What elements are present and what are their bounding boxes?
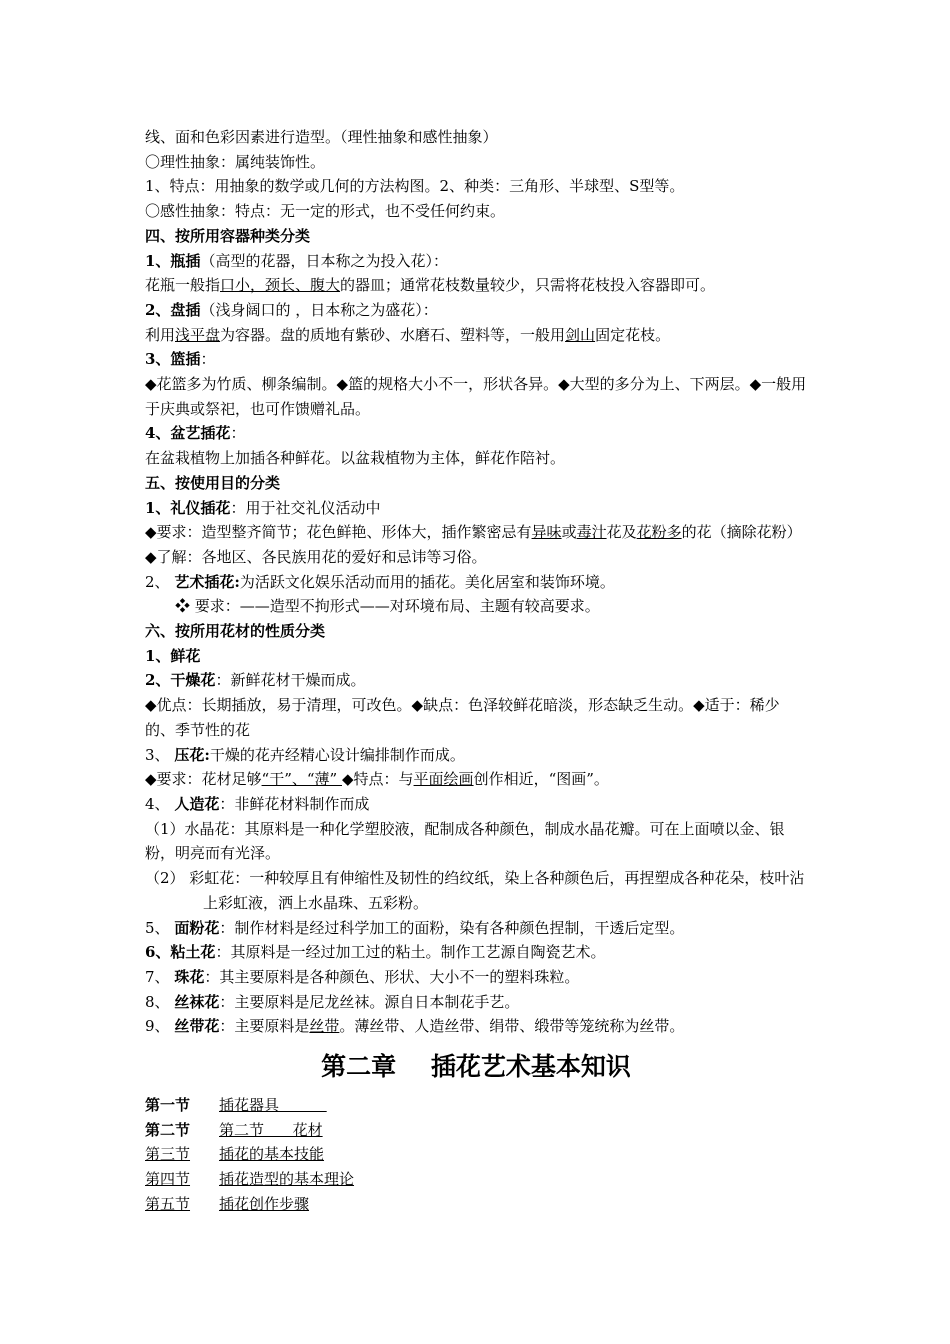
item-number: 7、 (145, 967, 175, 986)
item-number: 2、 (145, 572, 175, 591)
item-title: 6、粘土花 (145, 943, 216, 962)
item-heading (145, 249, 807, 274)
text-line (145, 273, 807, 298)
item-number: 8、 (145, 992, 175, 1011)
item-title: 丝袜花 (174, 992, 220, 1011)
text-line: 在盆栽植物上加插各种鲜花。以盆栽植物为主体，鲜花作陪衬。 (145, 449, 566, 468)
underlined-term: 剑山 (565, 325, 596, 344)
toc-number[interactable]: 第四节 (145, 1170, 191, 1189)
item-heading: 1、鲜花 (145, 646, 201, 665)
text-span: ◆特点：与 (342, 770, 414, 789)
item-title: 艺术插花: (174, 572, 240, 591)
item-heading (145, 421, 807, 446)
item-heading (145, 743, 807, 768)
section-heading: 六、按所用花材的性质分类 (145, 622, 326, 641)
text-line: 〇理性抽象：属纯装饰性。 (145, 152, 326, 171)
text-line (145, 767, 807, 792)
item-heading (145, 496, 807, 521)
item-heading (145, 298, 807, 323)
item-heading (145, 990, 807, 1015)
underlined-term: 口小，颈长、腹大 (220, 276, 341, 295)
paragraph: （2） 彩虹花：一种较厚且有伸缩性及韧性的绉纹纸，染上各种颜色后，再捏塑成各种花朵，枝叶沾上彩虹液，洒上水晶珠、五彩粉。 (145, 869, 805, 912)
section-heading: 四、按所用容器种类分类 (145, 226, 311, 245)
underlined-term: 浅平盘 (175, 325, 221, 344)
item-title: 人造花 (174, 794, 220, 813)
item-number: 3、 (145, 745, 175, 764)
item-note: （浅身阔口的 ，日本称之为盛花）： (200, 300, 438, 319)
text-span: 干燥的花卉经精心设计编排制作而成。 (209, 745, 465, 764)
toc-entry[interactable] (145, 1192, 807, 1217)
underlined-term: 花粉多 (636, 523, 682, 542)
item-title: 压花: (174, 745, 210, 764)
item-title: 丝带花 (174, 1017, 220, 1036)
paragraph: ◆花篮多为竹质、柳条编制。◆篮的规格大小不一，形状各异。◆大型的多分为上、下两层。◆一般用于庆典或祭祀，也可作馈赠礼品。 (145, 375, 807, 418)
text-line (145, 323, 807, 348)
chapter-title: 第二章 插花艺术基本知识 (321, 1052, 631, 1082)
item-title: 2、干燥花 (145, 671, 216, 690)
underlined-term: “干”、“薄” (261, 770, 342, 789)
item-title: 3、篮插 (145, 350, 201, 369)
text-span: ◆要求：花材足够 (145, 770, 262, 789)
underlined-term: 平面绘画 (413, 770, 474, 789)
text-span: 或 (561, 523, 577, 542)
paragraph: （1）水晶花：其原料是一种化学塑胶液，配制成各种颜色，制成水晶花瓣。可在上面喷以金、银粉，明亮而有光泽。 (145, 819, 785, 863)
text-span: ：新鲜花材干燥而成。 (215, 671, 366, 690)
text-span: 固定花枝。 (595, 325, 671, 344)
toc-link[interactable]: 插花器具 (219, 1096, 327, 1115)
paragraph (145, 520, 807, 569)
toc-entry[interactable] (145, 1142, 807, 1167)
text-span: 。薄丝带、人造丝带、绢带、缎带等笼统称为丝带。 (339, 1017, 685, 1036)
text-span: 花及 (606, 523, 637, 542)
toc-number: 第一节 (145, 1096, 191, 1115)
paragraph: ◆优点：长期插放，易于清理，可改色。◆缺点：色泽较鲜花暗淡，形态缺乏生动。◆适于：稀少的、季节性的花 (145, 696, 780, 739)
toc-link[interactable]: 插花创作步骤 (219, 1194, 310, 1213)
item-heading (145, 1014, 807, 1039)
underlined-term: 异味 (531, 523, 562, 542)
text-span: ：其原料是一经过加工过的粘土。制作工艺源自陶瓷艺术。 (215, 943, 606, 962)
item-title: 1、瓶插 (145, 251, 201, 270)
item-number: 9、 (145, 1017, 175, 1036)
text-span: ：主要原料是 (219, 1017, 310, 1036)
bullet-line: ❖ 要求：——造型不拘形式——对环境布局、主题有较高要求。 (175, 597, 600, 616)
toc-link[interactable]: 插花造型的基本理论 (219, 1170, 355, 1189)
toc-number[interactable]: 第五节 (145, 1194, 191, 1213)
item-title: 1、礼仪插花 (145, 498, 231, 517)
item-heading (145, 916, 807, 941)
toc-entry[interactable] (145, 1167, 807, 1192)
toc-number: 第二节 (145, 1120, 191, 1139)
text-line: 线、面和色彩因素进行造型。（理性抽象和感性抽象） (145, 128, 498, 146)
item-heading (145, 668, 807, 693)
item-heading (145, 570, 807, 595)
item-heading (145, 965, 807, 990)
item-heading (145, 792, 807, 817)
item-note: （高型的花器，日本称之为投入花）： (200, 251, 448, 270)
document-page (145, 125, 807, 1217)
item-heading (145, 347, 807, 372)
item-title: 2、盘插 (145, 300, 201, 319)
text-span: ：制作材料是经过科学加工的面粉，染有各种颜色捏制，干透后定型。 (219, 918, 685, 937)
item-title: 面粉花 (174, 918, 220, 937)
text-span: ：主要原料是尼龙丝袜。源自日本制花手艺。 (219, 992, 520, 1011)
item-title: 珠花 (174, 967, 205, 986)
text-span: 花瓶一般指 (145, 276, 221, 295)
text-span: 为容器。盘的质地有紫砂、水磨石、塑料等，一般用 (220, 325, 566, 344)
text-span: 的器皿；通常花枝数量较少，只需将花枝投入容器即可。 (340, 276, 716, 295)
text-span: ： (230, 424, 246, 443)
text-span: ： (200, 350, 216, 369)
toc-link[interactable]: 插花的基本技能 (219, 1145, 325, 1164)
text-line: 〇感性抽象：特点：无一定的形式，也不受任何约束。 (145, 202, 506, 221)
text-span: ◆要求：造型整齐简节；花色鲜艳、形体大，插作繁密忌有 (145, 523, 532, 542)
item-heading (145, 940, 807, 965)
text-span: 的花（摘除花粉）◆了解：各地区、各民族用花的爱好和忌讳等习俗。 (145, 523, 802, 566)
toc-link[interactable]: 第二节 花材 (219, 1120, 323, 1139)
text-span: ：用于社交礼仪活动中 (230, 498, 381, 517)
text-span: ：其主要原料是各种颜色、形状、大小不一的塑料珠粒。 (204, 967, 580, 986)
text-span: 利用 (145, 325, 176, 344)
item-title: 4、盆艺插花 (145, 424, 231, 443)
underlined-term: 丝带 (309, 1017, 340, 1036)
text-span: 为活跃文化娱乐活动而用的插花。美化居室和装饰环境。 (239, 572, 615, 591)
text-span: 创作相近，“图画”。 (473, 770, 609, 789)
section-heading: 五、按使用目的分类 (145, 473, 281, 492)
toc-number[interactable]: 第三节 (145, 1145, 191, 1164)
text-line: 1、特点：用抽象的数学或几何的方法构图。2、种类：三角形、半球型、S型等。 (145, 177, 685, 196)
item-number: 5、 (145, 918, 175, 937)
text-span: ：非鲜花材料制作而成 (219, 794, 370, 813)
item-number: 4、 (145, 794, 175, 813)
underlined-term: 毒汁 (576, 523, 607, 542)
toc-entry[interactable] (145, 1093, 807, 1118)
toc-entry[interactable] (145, 1118, 807, 1143)
